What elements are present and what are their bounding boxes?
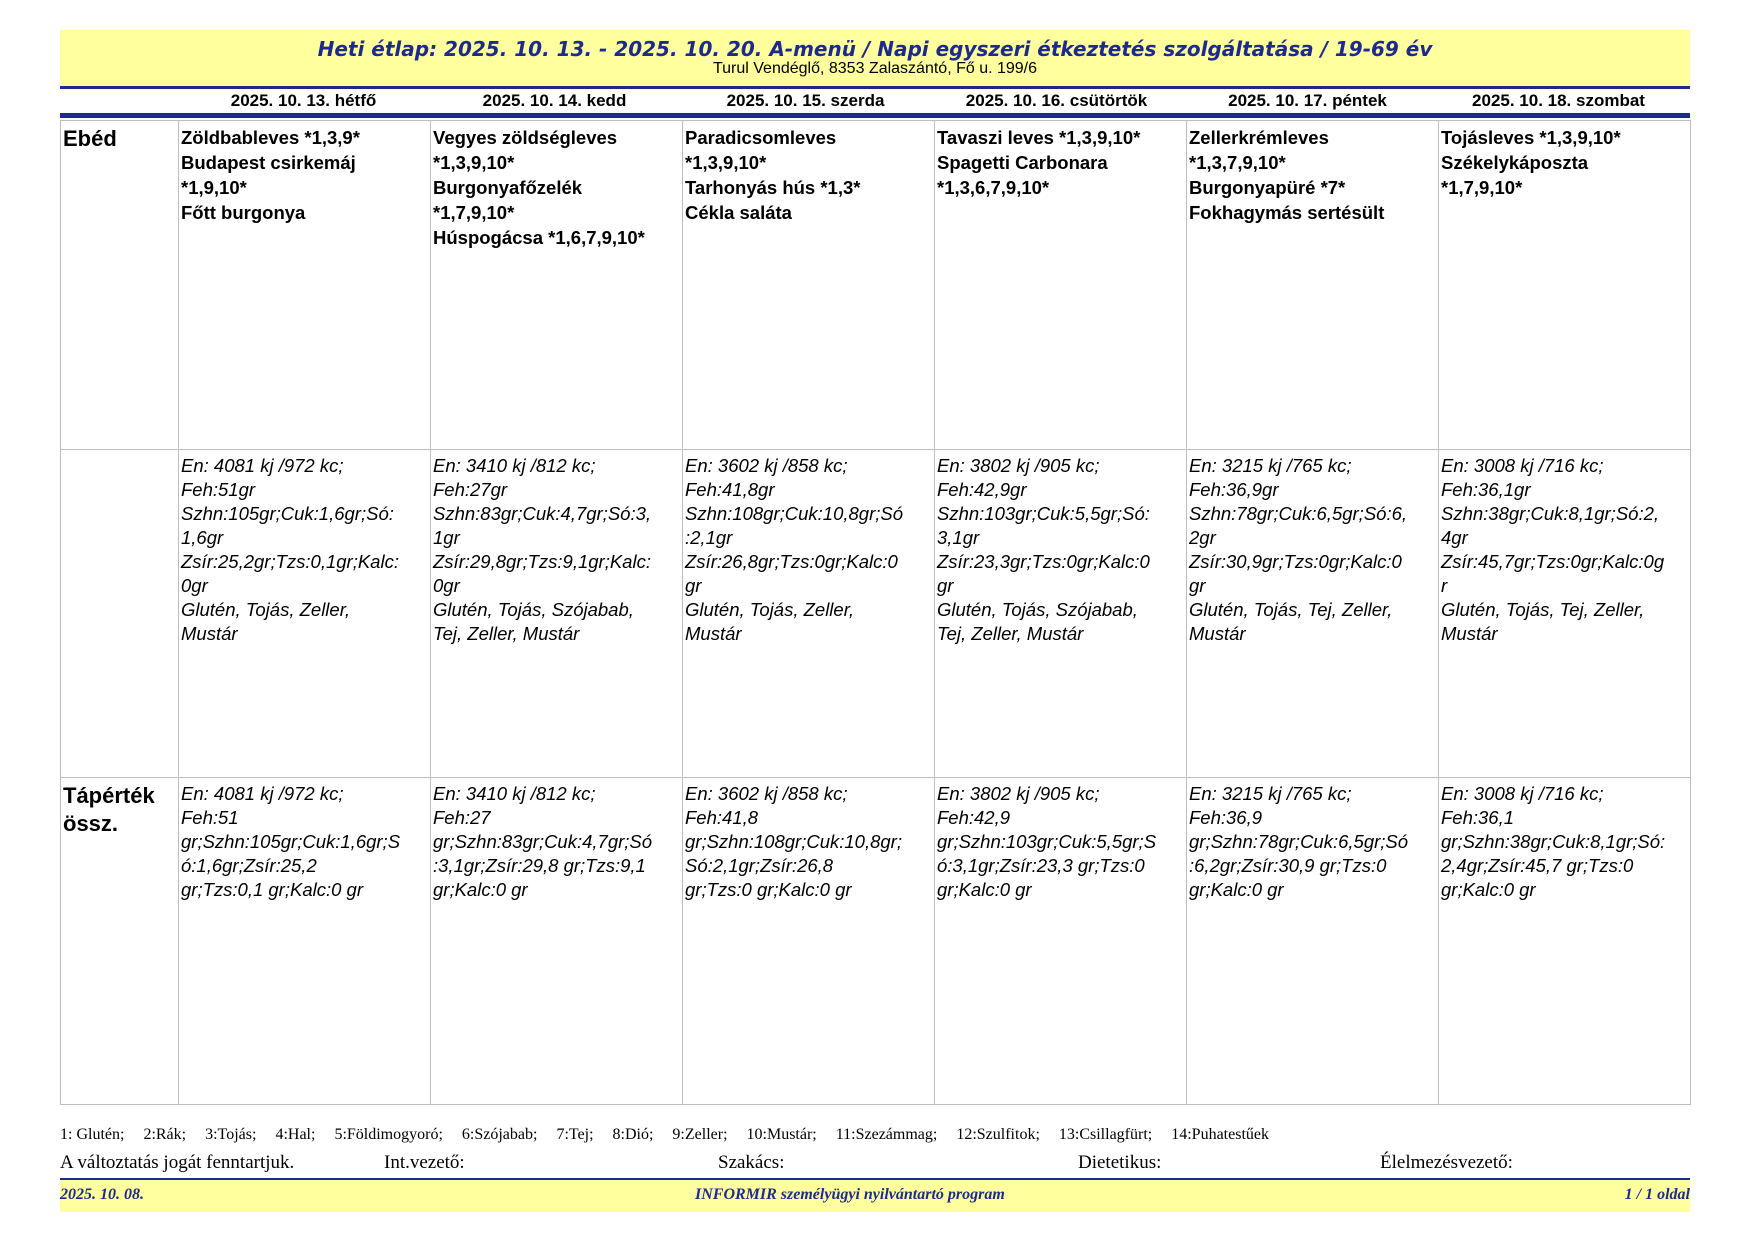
lunch-row bbox=[61, 121, 1691, 450]
totals-line: En: 3008 kj /716 kc; bbox=[1441, 783, 1604, 804]
total-label bbox=[61, 778, 179, 1105]
menus-line: Húspogácsa *1,6,7,9,10* bbox=[433, 227, 645, 248]
szakacs-label: Szakács: bbox=[718, 1152, 785, 1173]
nutrition-line: Tej, Zeller, Mustár bbox=[937, 623, 1084, 644]
totals-line: ó:1,6gr;Zsír:25,2 bbox=[181, 855, 317, 876]
nutrition-label-empty bbox=[61, 450, 179, 778]
nutrition-cell bbox=[179, 450, 431, 778]
nutrition-line: 3,1gr bbox=[937, 527, 980, 548]
nutrition-line: Tej, Zeller, Mustár bbox=[433, 623, 580, 644]
menu-cell bbox=[431, 121, 683, 450]
nutrition-line: Feh:36,1gr bbox=[1441, 479, 1531, 500]
nutrition-line: Szhn:103gr;Cuk:5,5gr;Só: bbox=[937, 503, 1150, 524]
totals-line: gr;Szhn:105gr;Cuk:1,6gr;S bbox=[181, 831, 401, 852]
nutrition-line: Glutén, Tojás, Zeller, bbox=[685, 599, 854, 620]
totals-line: gr;Tzs:0 gr;Kalc:0 gr bbox=[685, 879, 852, 900]
menu-cell bbox=[683, 121, 935, 450]
nutrition-line: Feh:51gr bbox=[181, 479, 256, 500]
total-cell bbox=[431, 778, 683, 1105]
nutrition-line: Zsír:45,7gr;Tzs:0gr;Kalc:0g bbox=[1441, 551, 1665, 572]
nutrition-line: 2gr bbox=[1189, 527, 1216, 548]
menus-line: Paradicsomleves bbox=[685, 127, 837, 148]
nutrition-cell bbox=[683, 450, 935, 778]
totals-line: En: 3602 kj /858 kc; bbox=[685, 783, 848, 804]
totals-line: gr;Tzs:0,1 gr;Kalc:0 gr bbox=[181, 879, 363, 900]
nutrition-line: Glutén, Tojás, Zeller, bbox=[181, 599, 350, 620]
nutrition-line: En: 4081 kj /972 kc; bbox=[181, 455, 344, 476]
totals-line: Feh:27 bbox=[433, 807, 491, 828]
nutrition-line: 0gr bbox=[433, 575, 460, 596]
day-header-spacer bbox=[60, 89, 178, 113]
totals-line: gr;Kalc:0 gr bbox=[433, 879, 528, 900]
nutrition-line: Zsír:25,2gr;Tzs:0,1gr;Kalc: bbox=[181, 551, 399, 572]
nutrition-line: Zsír:26,8gr;Tzs:0gr;Kalc:0 bbox=[685, 551, 898, 572]
footer-band bbox=[60, 1178, 1690, 1212]
nutrition-cell bbox=[1439, 450, 1691, 778]
totals-line: gr;Kalc:0 gr bbox=[1441, 879, 1536, 900]
nutrition-row bbox=[61, 450, 1691, 778]
nutrition-line: Mustár bbox=[685, 623, 742, 644]
nutrition-line: En: 3602 kj /858 kc; bbox=[685, 455, 848, 476]
nutrition-line: Glutén, Tojás, Tej, Zeller, bbox=[1441, 599, 1645, 620]
menu-cell bbox=[1439, 121, 1691, 450]
nutrition-line: Mustár bbox=[1189, 623, 1246, 644]
nutrition-line: Szhn:108gr;Cuk:10,8gr;Só bbox=[685, 503, 904, 524]
nutrition-cell bbox=[1187, 450, 1439, 778]
menus-line: *1,9,10* bbox=[181, 177, 247, 198]
footer-date: 2025. 10. 08. bbox=[60, 1186, 144, 1203]
footer-page: 1 / 1 oldal bbox=[1624, 1186, 1690, 1203]
totals-line: :6,2gr;Zsír:30,9 gr;Tzs:0 bbox=[1189, 855, 1387, 876]
menus-line: *1,7,9,10* bbox=[433, 202, 515, 223]
totals-line: ó:3,1gr;Zsír:23,3 gr;Tzs:0 bbox=[937, 855, 1145, 876]
nutrition-line: :2,1gr bbox=[685, 527, 733, 548]
day-header: 2025. 10. 18. szombat bbox=[1472, 91, 1645, 110]
menu-document bbox=[60, 30, 1690, 1105]
legend-item: 3:Tojás; bbox=[205, 1126, 257, 1143]
nutrition-line: Feh:36,9gr bbox=[1189, 479, 1279, 500]
totals-line: gr;Szhn:108gr;Cuk:10,8gr; bbox=[685, 831, 902, 852]
menus-line: Tojásleves *1,3,9,10* bbox=[1441, 127, 1621, 148]
nutrition-line: Szhn:78gr;Cuk:6,5gr;Só:6, bbox=[1189, 503, 1408, 524]
legend-item: 14:Puhatestűek bbox=[1171, 1126, 1269, 1143]
day-header: 2025. 10. 14. kedd bbox=[482, 91, 627, 110]
menus-line: Tavaszi leves *1,3,9,10* bbox=[937, 127, 1141, 148]
legend-item: 2:Rák; bbox=[143, 1126, 187, 1143]
nutrition-line: Mustár bbox=[181, 623, 238, 644]
total-label-line: össz. bbox=[63, 811, 119, 836]
total-label-line: Tápérték bbox=[63, 783, 155, 808]
nutrition-line: Glutén, Tojás, Tej, Zeller, bbox=[1189, 599, 1393, 620]
day-header: 2025. 10. 16. csütörtök bbox=[965, 91, 1148, 110]
nutrition-line: 1gr bbox=[433, 527, 460, 548]
lunch-label: Ebéd bbox=[61, 121, 179, 450]
nutrition-line: Szhn:83gr;Cuk:4,7gr;Só:3, bbox=[433, 503, 652, 524]
allergen-legend bbox=[60, 1126, 1288, 1144]
header-band bbox=[60, 30, 1690, 89]
nutrition-line: gr bbox=[1189, 575, 1206, 596]
totals-line: Só:2,1gr;Zsír:26,8 bbox=[685, 855, 834, 876]
totals-line: gr;Kalc:0 gr bbox=[1189, 879, 1284, 900]
totals-line: Feh:36,9 bbox=[1189, 807, 1263, 828]
total-cell bbox=[1439, 778, 1691, 1105]
nutrition-line: Feh:27gr bbox=[433, 479, 508, 500]
nutrition-line: 0gr bbox=[181, 575, 208, 596]
legend-item: 5:Földimogyoró; bbox=[334, 1126, 443, 1143]
menus-line: *1,3,9,10* bbox=[685, 152, 767, 173]
page-subtitle: Turul Vendéglő, 8353 Zalaszántó, Fő u. 199/6 bbox=[712, 60, 1038, 77]
day-header: 2025. 10. 15. szerda bbox=[726, 91, 885, 110]
menus-line: Cékla saláta bbox=[685, 202, 792, 223]
nutrition-cell bbox=[431, 450, 683, 778]
menus-line: Főtt burgonya bbox=[181, 202, 306, 223]
menus-line: Burgonyafőzelék bbox=[433, 177, 583, 198]
legend-item: 6:Szójabab; bbox=[461, 1126, 538, 1143]
nutrition-line: Glutén, Tojás, Szójabab, bbox=[433, 599, 634, 620]
nutrition-line: Feh:41,8gr bbox=[685, 479, 775, 500]
total-cell bbox=[935, 778, 1187, 1105]
totals-line: 2,4gr;Zsír:45,7 gr;Tzs:0 bbox=[1441, 855, 1634, 876]
nutrition-cell bbox=[935, 450, 1187, 778]
menus-line: Tarhonyás hús *1,3* bbox=[685, 177, 861, 198]
nutrition-line: gr bbox=[685, 575, 702, 596]
nutrition-line: Szhn:105gr;Cuk:1,6gr;Só: bbox=[181, 503, 394, 524]
totals-line: Feh:51 bbox=[181, 807, 239, 828]
legend-item: 8:Dió; bbox=[612, 1126, 654, 1143]
notice-text: A változtatás jogát fenntartjuk. bbox=[60, 1152, 295, 1173]
legend-item: 10:Mustár; bbox=[746, 1126, 817, 1143]
totals-line: En: 3215 kj /765 kc; bbox=[1189, 783, 1352, 804]
menus-line: Budapest csirkemáj bbox=[181, 152, 356, 173]
totals-line: En: 4081 kj /972 kc; bbox=[181, 783, 344, 804]
totals-line: Feh:36,1 bbox=[1441, 807, 1515, 828]
nutrition-line: Zsír:23,3gr;Tzs:0gr;Kalc:0 bbox=[937, 551, 1150, 572]
page-title: Heti étlap: 2025. 10. 13. - 2025. 10. 20. A-menü / Napi egyszeri étkeztetés szolgáltatása / 19-69 év bbox=[317, 37, 1433, 61]
legend-item: 11:Szezámmag; bbox=[835, 1126, 938, 1143]
elelmezesvezeto-label: Élelmezésvezető: bbox=[1380, 1152, 1513, 1173]
footer-program: INFORMIR személyügyi nyilvántartó program bbox=[695, 1186, 1005, 1203]
nutrition-line: En: 3802 kj /905 kc; bbox=[937, 455, 1100, 476]
menus-line: Zellerkrémleves bbox=[1189, 127, 1329, 148]
menus-line: Fokhagymás sertésült bbox=[1189, 202, 1385, 223]
nutrition-line: gr bbox=[937, 575, 954, 596]
day-header: 2025. 10. 17. péntek bbox=[1228, 91, 1387, 110]
menus-line: Spagetti Carbonara bbox=[937, 152, 1108, 173]
menus-line: Zöldbableves *1,3,9* bbox=[181, 127, 360, 148]
menus-line: Vegyes zöldségleves bbox=[433, 127, 618, 148]
total-cell bbox=[179, 778, 431, 1105]
day-header: 2025. 10. 13. hétfő bbox=[230, 91, 377, 110]
legend-item: 12:Szulfitok; bbox=[956, 1126, 1040, 1143]
nutrition-line: Szhn:38gr;Cuk:8,1gr;Só:2, bbox=[1441, 503, 1660, 524]
nutrition-line: Mustár bbox=[1441, 623, 1498, 644]
nutrition-line: En: 3410 kj /812 kc; bbox=[433, 455, 596, 476]
menus-line: *1,7,9,10* bbox=[1441, 177, 1523, 198]
menus-line: Burgonyapüré *7* bbox=[1189, 177, 1346, 198]
menus-line: *1,3,9,10* bbox=[433, 152, 515, 173]
nutrition-line: Zsír:29,8gr;Tzs:9,1gr;Kalc: bbox=[433, 551, 651, 572]
totals-line: En: 3802 kj /905 kc; bbox=[937, 783, 1100, 804]
legend-item: 13:Csillagfürt; bbox=[1058, 1126, 1153, 1143]
nutrition-line: 4gr bbox=[1441, 527, 1468, 548]
menus-line: *1,3,7,9,10* bbox=[1189, 152, 1286, 173]
menu-cell bbox=[179, 121, 431, 450]
nutrition-line: 1,6gr bbox=[181, 527, 224, 548]
menus-line: Székelykáposzta bbox=[1441, 152, 1589, 173]
nutrition-line: r bbox=[1441, 575, 1448, 596]
dietetikus-label: Dietetikus: bbox=[1078, 1152, 1162, 1173]
totals-line: gr;Szhn:83gr;Cuk:4,7gr;Só bbox=[433, 831, 653, 852]
totals-line: Feh:42,9 bbox=[937, 807, 1011, 828]
totals-line: Feh:41,8 bbox=[685, 807, 759, 828]
legend-item: 1: Glutén; bbox=[60, 1126, 125, 1143]
legend-item: 9:Zeller; bbox=[672, 1126, 728, 1143]
nutrition-line: En: 3008 kj /716 kc; bbox=[1441, 455, 1604, 476]
signature-row bbox=[60, 1152, 1690, 1176]
totals-line: :3,1gr;Zsír:29,8 gr;Tzs:9,1 bbox=[433, 855, 646, 876]
nutrition-line: Zsír:30,9gr;Tzs:0gr;Kalc:0 bbox=[1189, 551, 1402, 572]
int-vezeto-label: Int.vezető: bbox=[384, 1152, 465, 1173]
menu-table bbox=[60, 120, 1691, 1105]
menu-cell bbox=[1187, 121, 1439, 450]
legend-item: 4:Hal; bbox=[275, 1126, 316, 1143]
total-row bbox=[61, 778, 1691, 1105]
nutrition-line: En: 3215 kj /765 kc; bbox=[1189, 455, 1352, 476]
menus-line: *1,3,6,7,9,10* bbox=[937, 177, 1050, 198]
totals-line: gr;Szhn:103gr;Cuk:5,5gr;S bbox=[937, 831, 1157, 852]
legend-item: 7:Tej; bbox=[556, 1126, 594, 1143]
totals-line: gr;Szhn:38gr;Cuk:8,1gr;Só: bbox=[1441, 831, 1666, 852]
total-cell bbox=[1187, 778, 1439, 1105]
day-header-row bbox=[60, 89, 1690, 118]
menu-cell bbox=[935, 121, 1187, 450]
nutrition-line: Feh:42,9gr bbox=[937, 479, 1027, 500]
nutrition-line: Glutén, Tojás, Szójabab, bbox=[937, 599, 1138, 620]
totals-line: En: 3410 kj /812 kc; bbox=[433, 783, 596, 804]
totals-line: gr;Kalc:0 gr bbox=[937, 879, 1032, 900]
total-cell bbox=[683, 778, 935, 1105]
totals-line: gr;Szhn:78gr;Cuk:6,5gr;Só bbox=[1189, 831, 1409, 852]
